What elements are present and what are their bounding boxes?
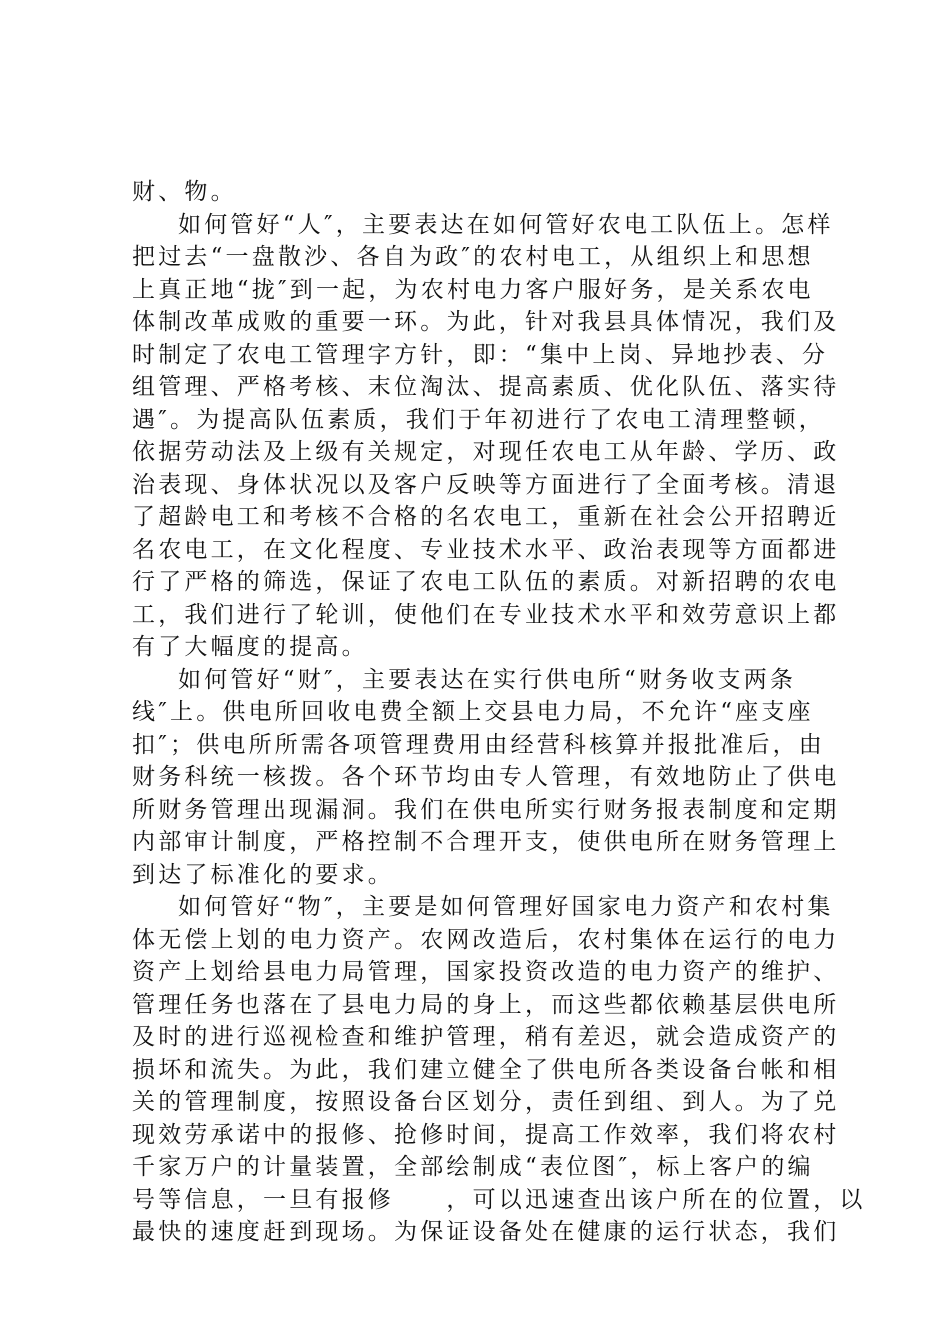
text-line: 上真正地“拢″到一起，为农村电力客户服好务，是关系农电 <box>132 276 814 303</box>
text-line: 线″上。供电所回收电费全额上交县电力局，不允许“座支座 <box>132 699 814 725</box>
text-line: 遇″。为提高队伍素质，我们于年初进行了农电工清理整顿， <box>132 406 825 433</box>
body-text <box>132 176 866 1249</box>
text-line: 把过去“一盘散沙、各自为政″的农村电工，从组织上和思想 <box>132 244 814 270</box>
text-line: 号等信息，一旦有报修 ，可以迅速查出该户所在的位置，以 <box>132 1186 866 1213</box>
text-line: 工，我们进行了轮训，使他们在专业技术水平和效劳意识上都 <box>132 601 840 628</box>
text-line: 体无偿上划的电力资产。农网改造后，农村集体在运行的电力 <box>132 926 840 953</box>
text-line: 财、物。 <box>132 179 237 205</box>
text-line: 扣″；供电所所需各项管理费用由经营科核算并报批准后，由 <box>132 731 825 758</box>
text-line: 资产上划给县电力局管理，国家投资改造的电力资产的维护、 <box>132 959 840 985</box>
text-line: 内部审计制度，严格控制不合理开支，使供电所在财务管理上 <box>132 829 840 855</box>
paragraph-start-line: 如何管好“物″，主要是如何管理好国家电力资产和农村集 <box>178 894 834 920</box>
text-line: 有了大幅度的提高。 <box>132 634 368 660</box>
paragraph-start-line: 如何管好“人″，主要表达在如何管好农电工队伍上。怎样 <box>178 211 834 238</box>
text-line: 依据劳动法及上级有关规定，对现任农电工从年龄、学历、政 <box>132 439 840 465</box>
text-line: 名农电工，在文化程度、专业技术水平、政治表现等方面都进 <box>132 536 840 563</box>
text-line: 治表现、身体状况以及客户反映等方面进行了全面考核。清退 <box>132 471 840 498</box>
text-line: 所财务管理出现漏洞。我们在供电所实行财务报表制度和定期 <box>132 796 840 823</box>
text-line: 体制改革成败的重要一环。为此，针对我县具体情况，我们及 <box>132 309 840 335</box>
text-line: 行了严格的筛选，保证了农电工队伍的素质。对新招聘的农电 <box>132 569 840 595</box>
text-line: 了超龄电工和考核不合格的名农电工，重新在社会公开招聘近 <box>132 504 840 530</box>
text-line: 时制定了农电工管理字方针，即：“集中上岗、异地抄表、分 <box>132 341 829 368</box>
text-line: 管理任务也落在了县电力局的身上，而这些都依赖基层供电所 <box>132 991 840 1018</box>
text-line: 财务科统一核拨。各个环节均由专人管理，有效地防止了供电 <box>132 764 840 790</box>
text-line: 最快的速度赶到现场。为保证设备处在健康的运行状态，我们 <box>132 1219 840 1245</box>
text-line: 损坏和流失。为此，我们建立健全了供电所各类设备台帐和相 <box>132 1056 840 1083</box>
text-line: 关的管理制度，按照设备台区划分，责任到组、到人。为了兑 <box>132 1089 840 1115</box>
text-line: 千家万户的计量装置，全部绘制成“表位图″，标上客户的编 <box>132 1154 814 1180</box>
paragraph-start-line: 如何管好“财″，主要表达在实行供电所“财务收支两条 <box>178 666 797 693</box>
text-line: 及时的进行巡视检查和维护管理，稍有差迟，就会造成资产的 <box>132 1024 840 1050</box>
text-line: 现效劳承诺中的报修、抢修时间，提高工作效率，我们将农村 <box>132 1121 840 1148</box>
text-line: 组管理、严格考核、末位淘汰、提高素质、优化队伍、落实待 <box>132 374 840 400</box>
text-line: 到达了标准化的要求。 <box>132 861 394 888</box>
